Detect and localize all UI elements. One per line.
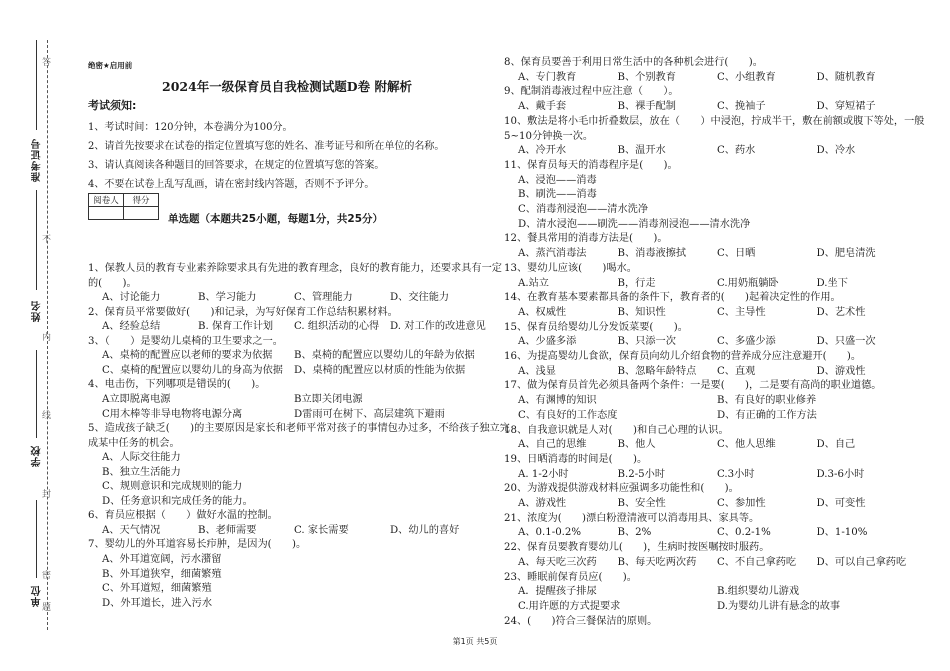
seal-char: 密 — [42, 571, 52, 581]
seal-char: 答 — [42, 58, 52, 68]
answer-option[interactable]: D、可变性 — [816, 498, 866, 509]
question-stem: 19、日晒消毒的时间是( )。 — [504, 453, 648, 465]
answer-option[interactable]: D.3-6小时 — [816, 468, 865, 480]
answer-option[interactable]: B、外耳道狭窄，细菌繁殖 — [102, 568, 222, 580]
question-stem: 6、育员应根据（ ）做好水温的控制。 — [88, 510, 278, 522]
grader-cell: 阅卷人 — [89, 194, 124, 207]
answer-option[interactable]: A、少盛多添 — [518, 336, 577, 348]
answer-option[interactable]: C、小组教育 — [717, 71, 776, 83]
answer-option[interactable]: B、老师需要 — [198, 524, 257, 536]
seal-char: 不 — [42, 235, 52, 245]
page-title: 2024年一级保育员自我检测试题D卷 附解析 — [162, 79, 412, 94]
margin-label-unit: 单位 — [32, 585, 43, 607]
answer-option[interactable]: A、游戏性 — [518, 498, 567, 509]
answer-option[interactable]: B、忽略年龄特点 — [617, 365, 697, 377]
fill-line-exam-number — [36, 40, 37, 130]
question-stem: 20、为游戏提供游戏材料应强调多功能性和( )。 — [504, 483, 739, 495]
score-table — [88, 193, 159, 220]
margin-label-name: 姓名 — [32, 300, 43, 322]
grader-input-cell[interactable] — [89, 207, 124, 220]
seal-char: 线 — [42, 411, 52, 421]
seal-char: 题 — [42, 603, 52, 613]
answer-option[interactable]: D、穿短裙子 — [816, 101, 876, 113]
answer-option[interactable]: A、戴手套 — [518, 101, 567, 113]
answer-option[interactable]: D、冷水 — [816, 145, 856, 157]
question-stem: 8、保育员要善于利用日常生活中的各种机会进行( )。 — [504, 57, 763, 68]
seal-char: 内 — [42, 333, 52, 343]
answer-option[interactable]: A、天气情况 — [102, 524, 161, 536]
question-stem: 12、餐具常用的消毒方法是( )。 — [504, 233, 668, 245]
answer-option[interactable]: B、消毒液擦拭 — [617, 248, 687, 260]
fill-line-name — [36, 190, 37, 290]
answer-option[interactable]: B. 保育工作计划 — [198, 321, 274, 333]
answer-option[interactable]: D雷雨可在树下、高层建筑下避雨 — [294, 408, 445, 420]
question-stem-continued: 成某中任务的机会。 — [88, 437, 180, 449]
answer-option[interactable]: D、幼儿的喜好 — [390, 524, 460, 536]
fill-line-school — [36, 350, 37, 438]
question-stem-continued: 的( )。 — [88, 277, 137, 289]
question-stem: 14、在教育基本要素都具备的条件下，教育者的( )起着决定性的作用。 — [504, 292, 841, 304]
answer-option[interactable]: C、多盛少添 — [717, 336, 776, 348]
question-stem: 13、婴幼儿应该( )喝水。 — [504, 262, 637, 274]
answer-option[interactable]: A、权威性 — [518, 306, 567, 318]
answer-option[interactable]: A、蒸汽消毒法 — [518, 248, 587, 260]
fill-line-unit — [36, 500, 37, 578]
answer-option[interactable]: C、挽袖子 — [717, 101, 766, 113]
answer-option[interactable]: A、有渊博的知识 — [518, 395, 597, 407]
answer-option[interactable]: D.为婴幼儿讲有悬念的故事 — [717, 600, 841, 612]
answer-option[interactable]: D、可以自己拿药吃 — [816, 556, 907, 568]
answer-option[interactable]: B、安全性 — [617, 498, 666, 509]
answer-option[interactable]: C、规则意识和完成规则的能力 — [102, 481, 243, 493]
answer-option[interactable]: C、管理能力 — [294, 292, 353, 304]
answer-option[interactable]: D、交往能力 — [390, 292, 450, 304]
answer-option[interactable]: C、参加性 — [717, 498, 766, 509]
answer-option[interactable]: A. 1-2小时 — [518, 468, 569, 480]
answer-option[interactable]: C、桌椅的配置应以婴幼儿的身高为依据 — [102, 364, 283, 376]
answer-option[interactable]: B、独立生活能力 — [102, 466, 181, 478]
answer-option[interactable]: B、知识性 — [617, 306, 666, 318]
answer-option[interactable]: B、学习能力 — [198, 292, 257, 304]
answer-option[interactable]: D、自己 — [816, 439, 856, 451]
question-stem-continued: 5~10分钟换一次。 — [504, 130, 594, 142]
answer-option[interactable]: D、随机教育 — [816, 71, 876, 83]
question-stem: 7、婴幼儿的外耳道容易长疖肿，是因为( )。 — [88, 539, 307, 551]
seal-char: 封 — [42, 490, 52, 500]
answer-option[interactable]: D、有正确的工作方法 — [717, 409, 817, 421]
answer-option[interactable]: C. 组织活动的心得 — [294, 321, 380, 333]
answer-option[interactable]: D.坐下 — [816, 277, 848, 289]
answer-option[interactable]: A、自己的思维 — [518, 439, 587, 451]
answer-option[interactable]: D、只盛一次 — [816, 336, 876, 348]
binding-margin — [0, 0, 70, 671]
answer-option[interactable]: C用木棒等非导电物将电源分离 — [102, 408, 243, 420]
answer-option[interactable]: B立即关闭电源 — [294, 393, 363, 405]
score-input-cell[interactable] — [124, 207, 159, 220]
notice-item: 3、请认真阅读各种题目的回答要求，在规定的位置填写您的答案。 — [88, 160, 385, 171]
answer-option[interactable]: B、个别教育 — [617, 71, 676, 83]
answer-option[interactable]: B、他人 — [617, 439, 656, 451]
question-stem: 16、为提高婴幼儿食欲，保育员向幼儿介绍食物的营养成分应注意避开( )。 — [504, 351, 862, 362]
answer-option[interactable]: A、0.1-0.2% — [518, 527, 582, 539]
answer-option[interactable]: A立即脱离电源 — [102, 393, 171, 405]
answer-option[interactable]: B、每天吃两次药 — [617, 556, 697, 568]
question-stem: 17、做为保育员首先必须具备两个条件：一是要( )，二是要有高尚的职业道德。 — [504, 380, 882, 392]
notice-item: 1、考试时间：120分钟，本卷满分为100分。 — [88, 122, 293, 133]
question-stem: 22、保育员要教育婴幼儿( )，生病时按医嘱按时服药。 — [504, 542, 770, 554]
answer-option[interactable]: A、桌椅的配置应以老师的要求为依据 — [102, 350, 273, 362]
answer-option[interactable]: D、任务意识和完成任务的能力。 — [102, 495, 253, 507]
answer-option[interactable]: C、药水 — [717, 145, 756, 157]
question-stem: 24、( )符合三餐保洁的原则。 — [504, 615, 658, 627]
answer-option[interactable]: B、裸手配制 — [617, 101, 676, 113]
notice-item: 2、请首先按要求在试卷的指定位置填写您的姓名、准考证号和所在单位的名称。 — [88, 141, 445, 152]
question-stem: 10、敷法是将小毛巾折叠数层，放在（ ）中浸泡，拧成半干，敷在前额或腹下等处，一般 — [504, 115, 925, 127]
answer-option[interactable]: A、冷开水 — [518, 145, 567, 157]
question-stem: 5、造成孩子缺乏( )的主要原因是家长和老师平常对孩子的事情包办过多，不给孩子独立完 — [88, 423, 510, 435]
section-title: 单选题（本题共25小题，每题1分，共25分） — [168, 213, 384, 225]
answer-option[interactable]: D、1-10% — [816, 527, 868, 539]
answer-option[interactable]: B、刷洗——消毒 — [518, 189, 597, 201]
answer-option[interactable]: C、外耳道短，细菌繁殖 — [102, 583, 212, 595]
question-stem: 3、（ ）是婴幼儿桌椅的卫生要求之一。 — [88, 335, 283, 347]
answer-option[interactable]: B、桌椅的配置应以婴幼儿的年龄为依据 — [294, 350, 475, 362]
answer-option[interactable]: D、艺术性 — [816, 306, 866, 318]
answer-option[interactable]: A.站立 — [518, 277, 549, 289]
answer-option[interactable]: C、0.2-1% — [717, 527, 771, 539]
answer-option[interactable]: C、有良好的工作态度 — [518, 409, 618, 421]
answer-option[interactable]: A、浸泡——消毒 — [518, 174, 597, 186]
answer-option[interactable]: A、专门教育 — [518, 71, 577, 83]
answer-option[interactable]: C.用奶瓶躺卧 — [717, 277, 779, 289]
question-stem: 2、保育员平常要做好( )和记录，为写好保育工作总结积累材料。 — [88, 306, 398, 318]
score-cell: 得分 — [124, 194, 159, 207]
margin-label-exam-number: 准考证号 — [32, 138, 43, 182]
answer-option[interactable]: A、经验总结 — [102, 321, 161, 333]
answer-option[interactable]: D、外耳道长，进入污水 — [102, 597, 213, 609]
secret-mark: 绝密★启用前 — [88, 61, 133, 70]
answer-option[interactable]: A、每天吃三次药 — [518, 556, 597, 568]
answer-option[interactable]: B.组织婴幼儿游戏 — [717, 586, 800, 598]
answer-option[interactable]: A、浅显 — [518, 365, 556, 377]
answer-option[interactable]: C.用许愿的方式提要求 — [518, 600, 621, 612]
answer-option[interactable]: D、清水浸泡——刷洗——消毒剂浸泡——清水洗净 — [518, 218, 751, 230]
question-stem: 1、保教人员的教育专业素养除要求具有先进的教育理念，良好的教育能力，还要求具有一定 — [88, 263, 502, 274]
answer-option[interactable]: B，行走 — [617, 277, 656, 289]
answer-option[interactable]: A．提醒孩子排尿 — [518, 586, 597, 598]
answer-option[interactable]: C、他人思维 — [717, 439, 776, 451]
answer-option[interactable]: C、不自己拿药吃 — [717, 556, 797, 568]
answer-option[interactable]: C、主导性 — [717, 306, 766, 318]
answer-option[interactable]: A、讨论能力 — [102, 292, 161, 304]
question-stem: 15、保育员给婴幼儿分发饭菜要( )。 — [504, 321, 688, 333]
answer-option[interactable]: D、桌椅的配置应以材质的性能为依据 — [294, 364, 466, 376]
answer-option[interactable]: C. 家长需要 — [294, 524, 349, 536]
answer-option[interactable]: D、肥皂清洗 — [816, 248, 876, 260]
question-stem: 23、睡眠前保育员应( )。 — [504, 571, 637, 583]
question-stem: 11、保育员每天的消毒程序是( )。 — [504, 159, 678, 171]
answer-option[interactable]: B、只添一次 — [617, 336, 676, 348]
answer-option[interactable]: D. 对工作的改进意见 — [390, 321, 486, 333]
margin-label-school: 学校 — [32, 445, 43, 467]
notice-item: 4、不要在试卷上乱写乱画，请在密封线内答题，否则不予评分。 — [88, 179, 375, 190]
answer-option[interactable]: D、游戏性 — [816, 365, 866, 377]
page-footer: 第1页 共5页 — [452, 637, 498, 646]
answer-option[interactable]: A、外耳道宽阔，污水潴留 — [102, 554, 222, 565]
question-stem: 9、配制消毒液过程中应注意（ ）。 — [504, 86, 679, 98]
question-stem: 4、电击伤，下列哪项是错误的( )。 — [88, 379, 266, 391]
answer-option[interactable]: B、2% — [617, 527, 652, 539]
answer-option[interactable]: C、日晒 — [717, 248, 756, 260]
answer-option[interactable]: C、消毒剂浸泡——清水洗净 — [518, 204, 649, 215]
answer-option[interactable]: B.2-5小时 — [617, 468, 666, 480]
answer-option[interactable]: B、有良好的职业修养 — [717, 395, 817, 407]
notice-heading: 考试须知: — [88, 99, 137, 112]
answer-option[interactable]: C、直观 — [717, 365, 756, 377]
question-stem: 18、自我意识就是人对( )和自己心理的认识。 — [504, 424, 729, 436]
answer-option[interactable]: A、人际交往能力 — [102, 452, 181, 464]
question-stem: 21、浓度为( )漂白粉澄清液可以消毒用具、家具等。 — [504, 512, 760, 524]
answer-option[interactable]: C.3小时 — [717, 468, 755, 480]
answer-option[interactable]: B、温开水 — [617, 145, 666, 157]
